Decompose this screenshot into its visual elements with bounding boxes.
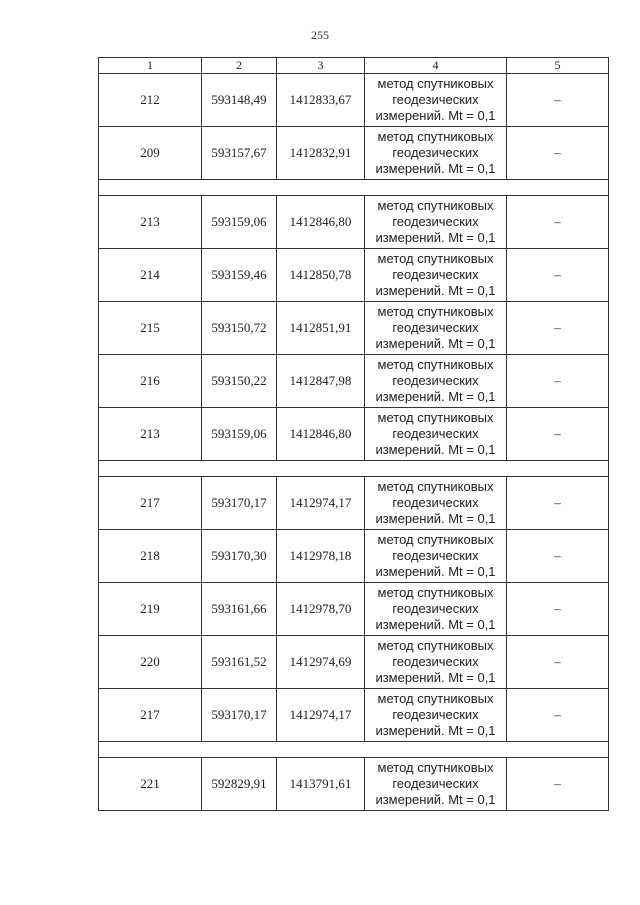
method-text-line: измерений. Mt = 0,1 [375, 617, 496, 632]
column-header: 4 [365, 58, 507, 74]
method-cell [365, 689, 507, 742]
method-text-line: метод спутниковых [377, 304, 494, 319]
header-row [99, 58, 609, 74]
method-cell [365, 477, 507, 530]
table-row [99, 689, 609, 742]
method-cell [365, 196, 507, 249]
y-coordinate-cell: 1412832,91 [277, 127, 365, 180]
method-cell [365, 636, 507, 689]
x-coordinate-cell: 593150,72 [202, 302, 277, 355]
x-coordinate-cell: 593150,22 [202, 355, 277, 408]
table-row [99, 302, 609, 355]
x-coordinate-cell: 593170,17 [202, 689, 277, 742]
y-coordinate-cell: 1412846,80 [277, 196, 365, 249]
point-number-cell: 209 [99, 127, 202, 180]
note-cell: – [507, 302, 609, 355]
method-cell [365, 302, 507, 355]
method-text-line: измерений. Mt = 0,1 [375, 511, 496, 526]
note-cell: – [507, 196, 609, 249]
point-number-cell: 219 [99, 583, 202, 636]
method-text-line: метод спутниковых [377, 638, 494, 653]
note-cell: – [507, 477, 609, 530]
note-cell: – [507, 689, 609, 742]
column-header: 3 [277, 58, 365, 74]
method-cell [365, 127, 507, 180]
point-number-cell: 213 [99, 408, 202, 461]
method-text-line: геодезических [392, 92, 479, 107]
column-header: 2 [202, 58, 277, 74]
column-header: 1 [99, 58, 202, 74]
method-text-line: геодезических [392, 495, 479, 510]
method-text-line: метод спутниковых [377, 532, 494, 547]
separator-cell [99, 180, 609, 196]
note-cell: – [507, 583, 609, 636]
note-cell: – [507, 249, 609, 302]
table-row [99, 249, 609, 302]
method-cell [365, 249, 507, 302]
method-text-line: метод спутниковых [377, 585, 494, 600]
y-coordinate-cell: 1412978,18 [277, 530, 365, 583]
method-text-line: метод спутниковых [377, 76, 494, 91]
table-row [99, 196, 609, 249]
method-text-line: измерений. Mt = 0,1 [375, 670, 496, 685]
method-text-line: измерений. Mt = 0,1 [375, 230, 496, 245]
column-header: 5 [507, 58, 609, 74]
method-text-line: метод спутниковых [377, 760, 494, 775]
note-cell: – [507, 127, 609, 180]
method-text-line: измерений. Mt = 0,1 [375, 564, 496, 579]
note-cell: – [507, 530, 609, 583]
method-text-line: геодезических [392, 320, 479, 335]
x-coordinate-cell: 593148,49 [202, 74, 277, 127]
method-cell [365, 355, 507, 408]
method-text-line: геодезических [392, 707, 479, 722]
method-text-line: геодезических [392, 373, 479, 388]
method-text-line: метод спутниковых [377, 129, 494, 144]
page-number: 255 [311, 28, 329, 42]
method-text-line: геодезических [392, 426, 479, 441]
method-text-line: метод спутниковых [377, 357, 494, 372]
x-coordinate-cell: 592829,91 [202, 758, 277, 811]
method-text-line: измерений. Mt = 0,1 [375, 108, 496, 123]
x-coordinate-cell: 593157,67 [202, 127, 277, 180]
method-text-line: измерений. Mt = 0,1 [375, 283, 496, 298]
point-number-cell: 215 [99, 302, 202, 355]
method-text-line: измерений. Mt = 0,1 [375, 723, 496, 738]
y-coordinate-cell: 1412846,80 [277, 408, 365, 461]
point-number-cell: 216 [99, 355, 202, 408]
x-coordinate-cell: 593161,66 [202, 583, 277, 636]
y-coordinate-cell: 1412847,98 [277, 355, 365, 408]
point-number-cell: 221 [99, 758, 202, 811]
method-text-line: метод спутниковых [377, 479, 494, 494]
method-text-line: геодезических [392, 145, 479, 160]
method-text-line: геодезических [392, 776, 479, 791]
method-text-line: измерений. Mt = 0,1 [375, 389, 496, 404]
method-text-line: метод спутниковых [377, 410, 494, 425]
method-text-line: геодезических [392, 548, 479, 563]
separator-row [99, 180, 609, 196]
y-coordinate-cell: 1412974,17 [277, 477, 365, 530]
method-text-line: геодезических [392, 214, 479, 229]
point-number-cell: 218 [99, 530, 202, 583]
method-text-line: измерений. Mt = 0,1 [375, 161, 496, 176]
point-number-cell: 212 [99, 74, 202, 127]
y-coordinate-cell: 1412833,67 [277, 74, 365, 127]
note-cell: – [507, 408, 609, 461]
separator-row [99, 461, 609, 477]
method-cell [365, 408, 507, 461]
method-cell [365, 74, 507, 127]
method-text-line: геодезических [392, 654, 479, 669]
method-text-line: геодезических [392, 267, 479, 282]
table-body [99, 74, 609, 811]
method-text-line: геодезических [392, 601, 479, 616]
table-row [99, 355, 609, 408]
method-text-line: измерений. Mt = 0,1 [375, 336, 496, 351]
note-cell: – [507, 355, 609, 408]
x-coordinate-cell: 593170,17 [202, 477, 277, 530]
method-text-line: метод спутниковых [377, 691, 494, 706]
y-coordinate-cell: 1412978,70 [277, 583, 365, 636]
method-cell [365, 758, 507, 811]
note-cell: – [507, 758, 609, 811]
y-coordinate-cell: 1412851,91 [277, 302, 365, 355]
point-number-cell: 217 [99, 477, 202, 530]
table-row [99, 636, 609, 689]
separator-row [99, 742, 609, 758]
table-row [99, 477, 609, 530]
y-coordinate-cell: 1412850,78 [277, 249, 365, 302]
x-coordinate-cell: 593170,30 [202, 530, 277, 583]
method-cell [365, 530, 507, 583]
table-row [99, 758, 609, 811]
point-number-cell: 220 [99, 636, 202, 689]
y-coordinate-cell: 1412974,69 [277, 636, 365, 689]
x-coordinate-cell: 593159,06 [202, 408, 277, 461]
separator-cell [99, 742, 609, 758]
table-row [99, 583, 609, 636]
table-row [99, 127, 609, 180]
method-cell [365, 583, 507, 636]
note-cell: – [507, 74, 609, 127]
x-coordinate-cell: 593161,52 [202, 636, 277, 689]
method-text-line: метод спутниковых [377, 198, 494, 213]
method-text-line: измерений. Mt = 0,1 [375, 442, 496, 457]
x-coordinate-cell: 593159,46 [202, 249, 277, 302]
table-row [99, 530, 609, 583]
note-cell: – [507, 636, 609, 689]
x-coordinate-cell: 593159,06 [202, 196, 277, 249]
table-row [99, 408, 609, 461]
method-text-line: метод спутниковых [377, 251, 494, 266]
point-number-cell: 213 [99, 196, 202, 249]
coordinates-table [98, 57, 609, 811]
table-row [99, 74, 609, 127]
y-coordinate-cell: 1412974,17 [277, 689, 365, 742]
point-number-cell: 217 [99, 689, 202, 742]
point-number-cell: 214 [99, 249, 202, 302]
y-coordinate-cell: 1413791,61 [277, 758, 365, 811]
separator-cell [99, 461, 609, 477]
method-text-line: измерений. Mt = 0,1 [375, 792, 496, 807]
